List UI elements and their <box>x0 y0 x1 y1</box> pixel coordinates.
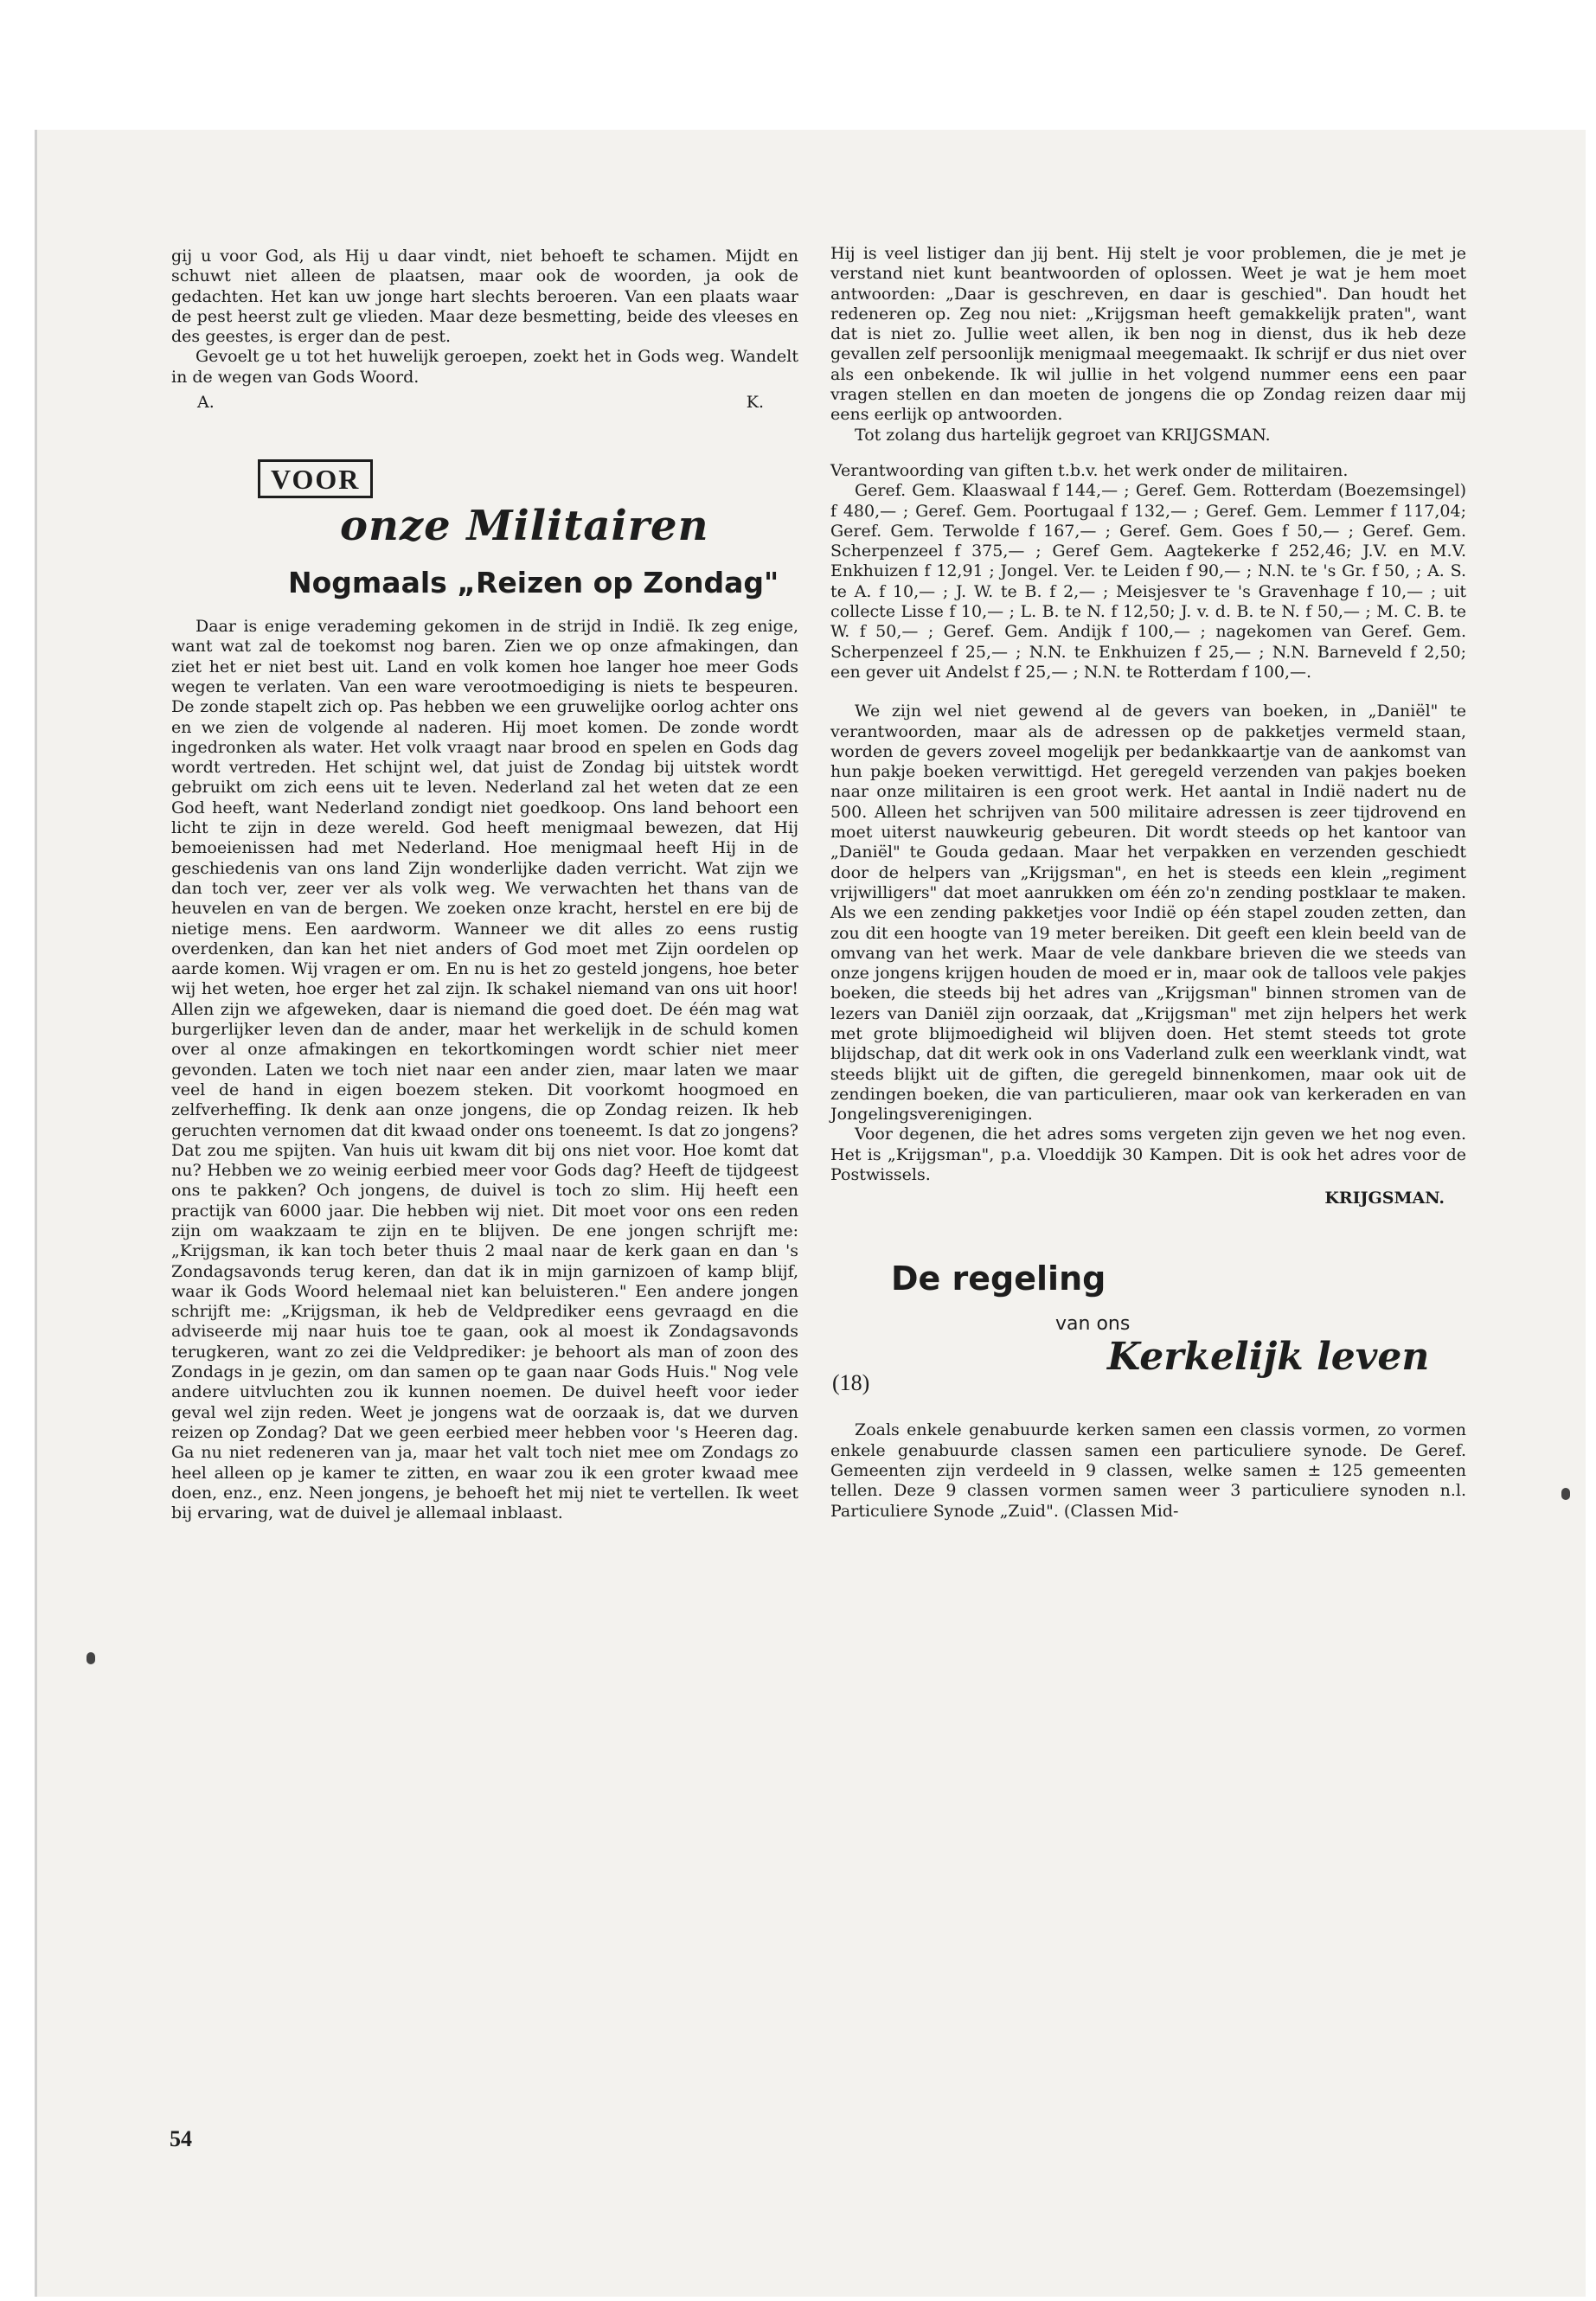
page-number: 54 <box>170 2126 192 2151</box>
continued-paragraph: Hij is veel listiger dan jij bent. Hij stelt je voor problemen, die je met je verstand niet kunt beantwoorden of oplossen. Weet je wat je hem moet antwoorden: „Daar is geschreven, en daar is geschied". Dan houdt het redeneren op. Zeg nou niet: „Krijgsman heeft gemakkelijk praten", want dat is niet zo. Jullie weet allen, ik ben nog in dienst, dus ik heb deze gevallen zelf persoonlijk menigmaal meegemaakt. Ik schrijf er dus niet over als een onbekende. Ik wil jullie in het volgend nummer eens een paar vragen stellen en dan moeten de jongens die op Zondag reizen daar mij eens eerlijk op antwoorden. <box>830 244 1466 425</box>
intro-paragraph-2: Gevoelt ge u tot het huwelijk geroepen, zoekt het in Gods weg. Wandelt in de wegen van Gods Woord. <box>171 347 798 387</box>
adres-paragraph: Voor degenen, die het adres soms vergeten zijn geven we het nog even. Het is „Krijgsman", p.a. Vloeddijk 30 Kampen. Dit is ook het adres voor de Postwissels. <box>830 1125 1466 1185</box>
voor-label: VOOR <box>258 459 373 498</box>
article-headline: Nogmaals „Reizen op Zondag" <box>288 566 779 600</box>
part-number: (18) <box>832 1370 870 1396</box>
boeken-paragraph: We zijn wel niet gewend al de gevers van boeken, in „Daniël" te verantwoorden, maar als de adressen op de pakketjes vermeld staan, worden de gevers zoveel mogelijk per bedankkaartje van de aankomst van hun pakje boeken verwittigd. Het geregeld verzenden van pakjes boeken naar onze militairen is een groot werk. Het aantal in Indië nadert nu de 500. Alleen het schrijven van 500 militaire adressen is zeer tijdrovend en moet uiterst nauwkeurig gebeuren. Dit wordt steeds op het kantoor van „Daniël" te Gouda gedaan. Maar het verpakken en verzenden geschiedt door de helpers van „Krijgsman", en het is steeds een klein „regiment vrijwilligers" dat moet aanrukken om één zo'n zending postklaar te maken. Als we een zending pakketjes voor Indië op één stapel zouden zetten, dan zou dit een hoogte van 19 meter bereiken. Dit geeft een klein beeld van de omvang van het werk. Maar de vele dankbare brieven die we steeds van onze jongens krijgen houden de moed er in, maar ook de talloos vele pakjes boeken, die steeds bij het adres van „Krijgsman" binnen stromen van de lezers van Daniël zijn oorzaak, dat „Krijgsman" met zijn helpers het werk met grote blijmoedigheid wil blijven doen. Het stemt steeds tot grote blijdschap, dat dit werk ook in ons Vaderland zulk een weerklank vindt, wat steeds blijkt uit de giften, die geregeld binnenkomen, maar ook uit de zendingen boeken, die van particulieren, maar ook van kerkeraden en van Jongelingsverenigingen. <box>830 702 1466 1125</box>
giften-list: Geref. Gem. Klaaswaal f 144,— ; Geref. Gem. Rotterdam (Boezemsingel) f 480,— ; Geref. Gem. Poortugaal f 132,— ; Geref. Gem. Lemmer f 117,04; Geref. Gem. Terwolde f 167,— ; Geref. Gem. Goes f 50,— ; Geref. Gem. Scherpenzeel f 375,— ; Geref Gem. Aagtekerke f 252,46; J.V. en M.V. Enkhuizen f 12,91 ; Jongel. Ver. te Leiden f 90,— ; N.N. te 's Gr. f 50, ; A. S. te A. f 10,— ; J. W. te B. f 2,— ; Meisjesver te 's Gravenhage f 10,— ; uit collecte Lisse f 10,— ; L. B. te N. f 12,50; J. v. d. B. te N. f 50,— ; M. C. B. te W. f 50,— ; Geref. Gem. Andijk f 100,— ; nagekomen van Geref. Gem. Scherpenzeel f 25,— ; N.N. te Enkhuizen f 25,— ; N.N. Barneveld f 2,50; een gever uit Andelst f 25,— ; N.N. te Rotterdam f 100,—. <box>830 481 1466 682</box>
regeling-paragraph: Zoals enkele genabuurde kerken samen een classis vormen, zo vormen enkele genabuurde classen samen een particuliere synode. De Geref. Gemeenten zijn verdeeld in 9 classen, welke samen ± 125 gemeenten tellen. Deze 9 classen vormen samen weer 3 particuliere synoden n.l. Particuliere Synode „Zuid". (Classen Mid- <box>830 1420 1466 1521</box>
regeling-van-ons: van ons <box>1055 1313 1131 1336</box>
margin-mark-right <box>1561 1488 1570 1500</box>
greeting-paragraph: Tot zolang dus hartelijk gegroet van KRIJGSMAN. <box>855 425 1271 445</box>
section-script-title: onze Militairen <box>340 502 709 551</box>
right-column <box>830 244 1466 1522</box>
intro-paragraph: gij u voor God, als Hij u daar vindt, niet behoeft te schamen. Mijdt en schuwt niet alleen de plaatsen, maar ook de woorden, ja ook de gedachten. Het kan uw jonge hart slechts beroeren. Van een plaats waar de pest heerst zult ge vlieden. Maar deze besmetting, beide des vleeses en des geestes, is erger dan de pest. <box>171 247 798 347</box>
signature-right: K. <box>746 393 764 413</box>
krijgsman-signoff: KRIJGSMAN. <box>1324 1189 1445 1208</box>
margin-mark <box>87 1652 95 1664</box>
signature-left: A. <box>197 393 215 413</box>
left-column <box>171 247 798 1523</box>
signature-initials <box>171 388 798 412</box>
article-body: Daar is enige verademing gekomen in de strijd in Indië. Ik zeg enige, want wat zal de toekomst nog baren. Zien we op onze afmakingen, dan ziet het er niet best uit. Land en volk komen hoe langer hoe meer Gods wegen te verlaten. Van een ware verootmoediging is niets te bespeuren. De zonde stapelt zich op. Pas hebben we een gruwelijke oorlog achter ons en we zien de volgende al naderen. Hij moet komen. De zonde wordt ingedronken als water. Het volk vraagt naar brood en spelen en Gods dag wordt vertreden. Het schijnt wel, dat juist de Zondag bij uitstek wordt gebruikt om zich eens uit te leven. Nederland zal het weten dat ze een God heeft, want Nederland zondigt niet goedkoop. Ons land behoort een licht te zijn in deze wereld. God heeft menigmaal bewezen, dat Hij bemoeienissen had met Nederland. Hoe menigmaal heeft Hij in de geschiedenis van ons land Zijn wonderlijke daden verricht. Wat zijn we dan toch ver, zeer ver als volk weg. We verwachten het thans van de heuvelen en van de bergen. We zoeken onze kracht, herstel en ere bij de nietige mens. Een aardworm. Wanneer we dit alles zo eens rustig overdenken, dan kan het niet anders of God moet met Zijn oordelen op aarde komen. Wij vragen er om. En nu is het zo gesteld jongens, hoe beter wij het weten, hoe erger het zal zijn. Ik schakel niemand van ons uit hoor! Allen zijn we afgeweken, daar is niemand die goed doet. De één mag wat burgerlijker leven dan de ander, maar het werkelijk in de schuld komen over al onze afmakingen en tekortkomingen wordt schier niet meer gevonden. Laten we toch niet naar een ander zien, maar laten we maar veel de hand in eigen boezem steken. Dit voorkomt hoogmoed en zelfverheffing. Ik denk aan onze jongens, die op Zondag reizen. Ik heb geruchten vernomen dat dit kwaad onder ons toeneemt. Is dat zo jongens? Dat zou me spijten. Van huis uit kwam dit bij ons niet voor. Hoe komt dat nu? Hebben we zo weinig eerbied meer voor Gods dag? Heeft de tijdgeest ons te pakken? Och jongens, de duivel is toch zo slim. Hij heeft een practijk van 6000 jaar. Die hebben wij niet. Dit moet voor ons een reden zijn om waakzaam te zijn en te blijven. De ene jongen schrijft me: „Krijgsman, ik kan toch beter thuis 2 maal naar de kerk gaan en dan 's Zondagsavonds terug keren, dan dat ik in mijn garnizoen of kamp blijf, waar ik Gods Woord helemaal niet kan beluisteren." Een andere jongen schrijft me: „Krijgsman, ik heb de Veldprediker eens gevraagd en die adviseerde mij naar huis toe te gaan, ook al moest ik Zondagsavonds terugkeren, want zo zei die Veldprediker: je behoort als man of zoon des Zondags in je gezin, om dan samen op te gaan naar Gods Huis." Nog vele andere uitvluchten zou ik kunnen noemen. De duivel heeft voor ieder geval wel zijn reden. Weet je jongens wat de oorzaak is, dat we durven reizen op Zondag? Dat we geen eerbied meer hebben voor 's Heeren dag. Ga nu niet redeneren van ja, maar het valt toch niet mee om Zondags zo heel alleen op je kamer te zitten, en waar zou ik een groter kwaad mee doen, enz., enz. Neen jongens, je behoeft het mij niet te vertellen. Ik weet bij ervaring, wat de duivel je allemaal inblaast. <box>171 617 798 1523</box>
regeling-title: De regeling <box>891 1259 1106 1298</box>
giften-intro: Verantwoording van giften t.b.v. het werk onder de militairen. <box>830 460 1349 480</box>
regeling-script-title: Kerkelijk leven <box>1107 1335 1430 1380</box>
